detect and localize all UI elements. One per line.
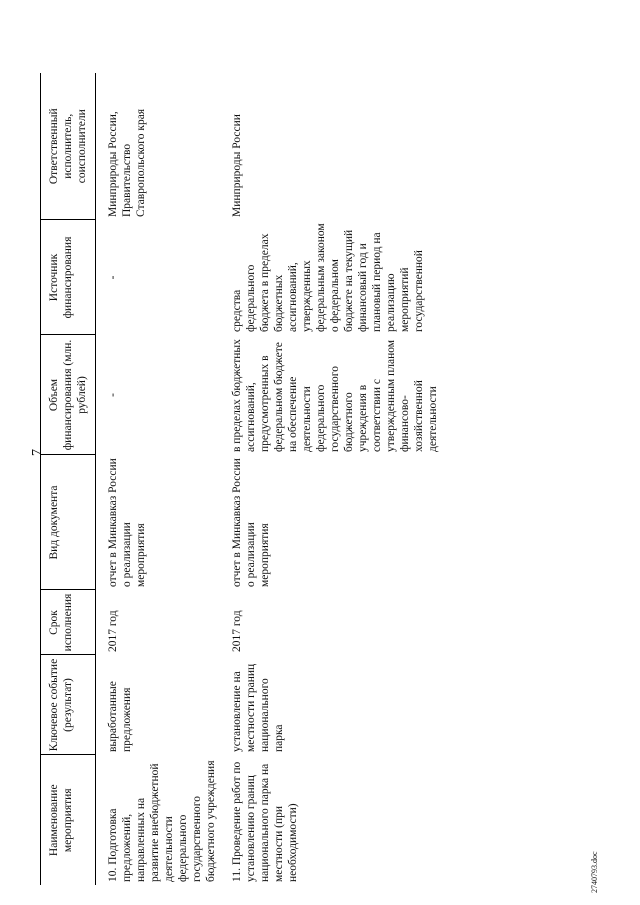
table-cell: 2017 год xyxy=(231,610,244,652)
column-header: Ключевое событие (результат) xyxy=(41,655,96,755)
table-cell: в пределах бюджетных ассигнований, предусмотренных в федеральном бюджете на обеспечение деятельности федерального государственного бюджетного учреждения в соответствии с утвержденным планом финансово-хозяйственной деятельности xyxy=(231,339,440,452)
page-number: 7 xyxy=(30,449,45,456)
table-row xyxy=(220,73,442,885)
table-cell: отчет в Минкавказ России о реализации мероприятия xyxy=(107,458,148,587)
table-cell: 10. Подготовка предложений, направленных на развитие внебюджетной деятельности федерального государственного бюджетного учреждения xyxy=(107,760,218,882)
table-header-row xyxy=(41,73,96,885)
table-cell: 2017 год xyxy=(107,610,120,652)
measures-table xyxy=(40,73,442,885)
table-cell: - xyxy=(107,393,120,397)
column-header: Наименование мероприятия xyxy=(41,755,96,885)
table-cell: Минприроды России xyxy=(231,114,244,217)
column-header: Вид документа xyxy=(41,455,96,590)
column-header: Источник финансирования xyxy=(41,220,96,335)
table-cell: отчет в Минкавказ России о реализации мероприятия xyxy=(231,458,272,587)
column-header: Ответственный исполнитель, соисполнители xyxy=(41,73,96,220)
table-cell: выработанные предложения xyxy=(107,681,134,752)
column-header: Срок исполнения xyxy=(41,590,96,655)
table-cell: установление на местности границ национального парка xyxy=(231,663,286,752)
table-cell: средства федерального бюджета в пределах бюджетных ассигнований, утвержденных федеральным законом о федеральном бюджете на текущий финансовый год и плановый период на реализацию мероприятий государственной xyxy=(231,223,426,332)
footer-file-name: 2740793.doc xyxy=(590,851,599,893)
table-row xyxy=(96,73,221,885)
column-header: Объем финансирования (млн. рублей) xyxy=(41,335,96,455)
table-cell: 11. Проведение работ по установлению границ национального парка на местности (при необходимости) xyxy=(231,761,300,882)
table-cell: Минприроды России, Правительство Ставропольского края xyxy=(107,108,148,217)
table-cell: - xyxy=(107,275,120,280)
